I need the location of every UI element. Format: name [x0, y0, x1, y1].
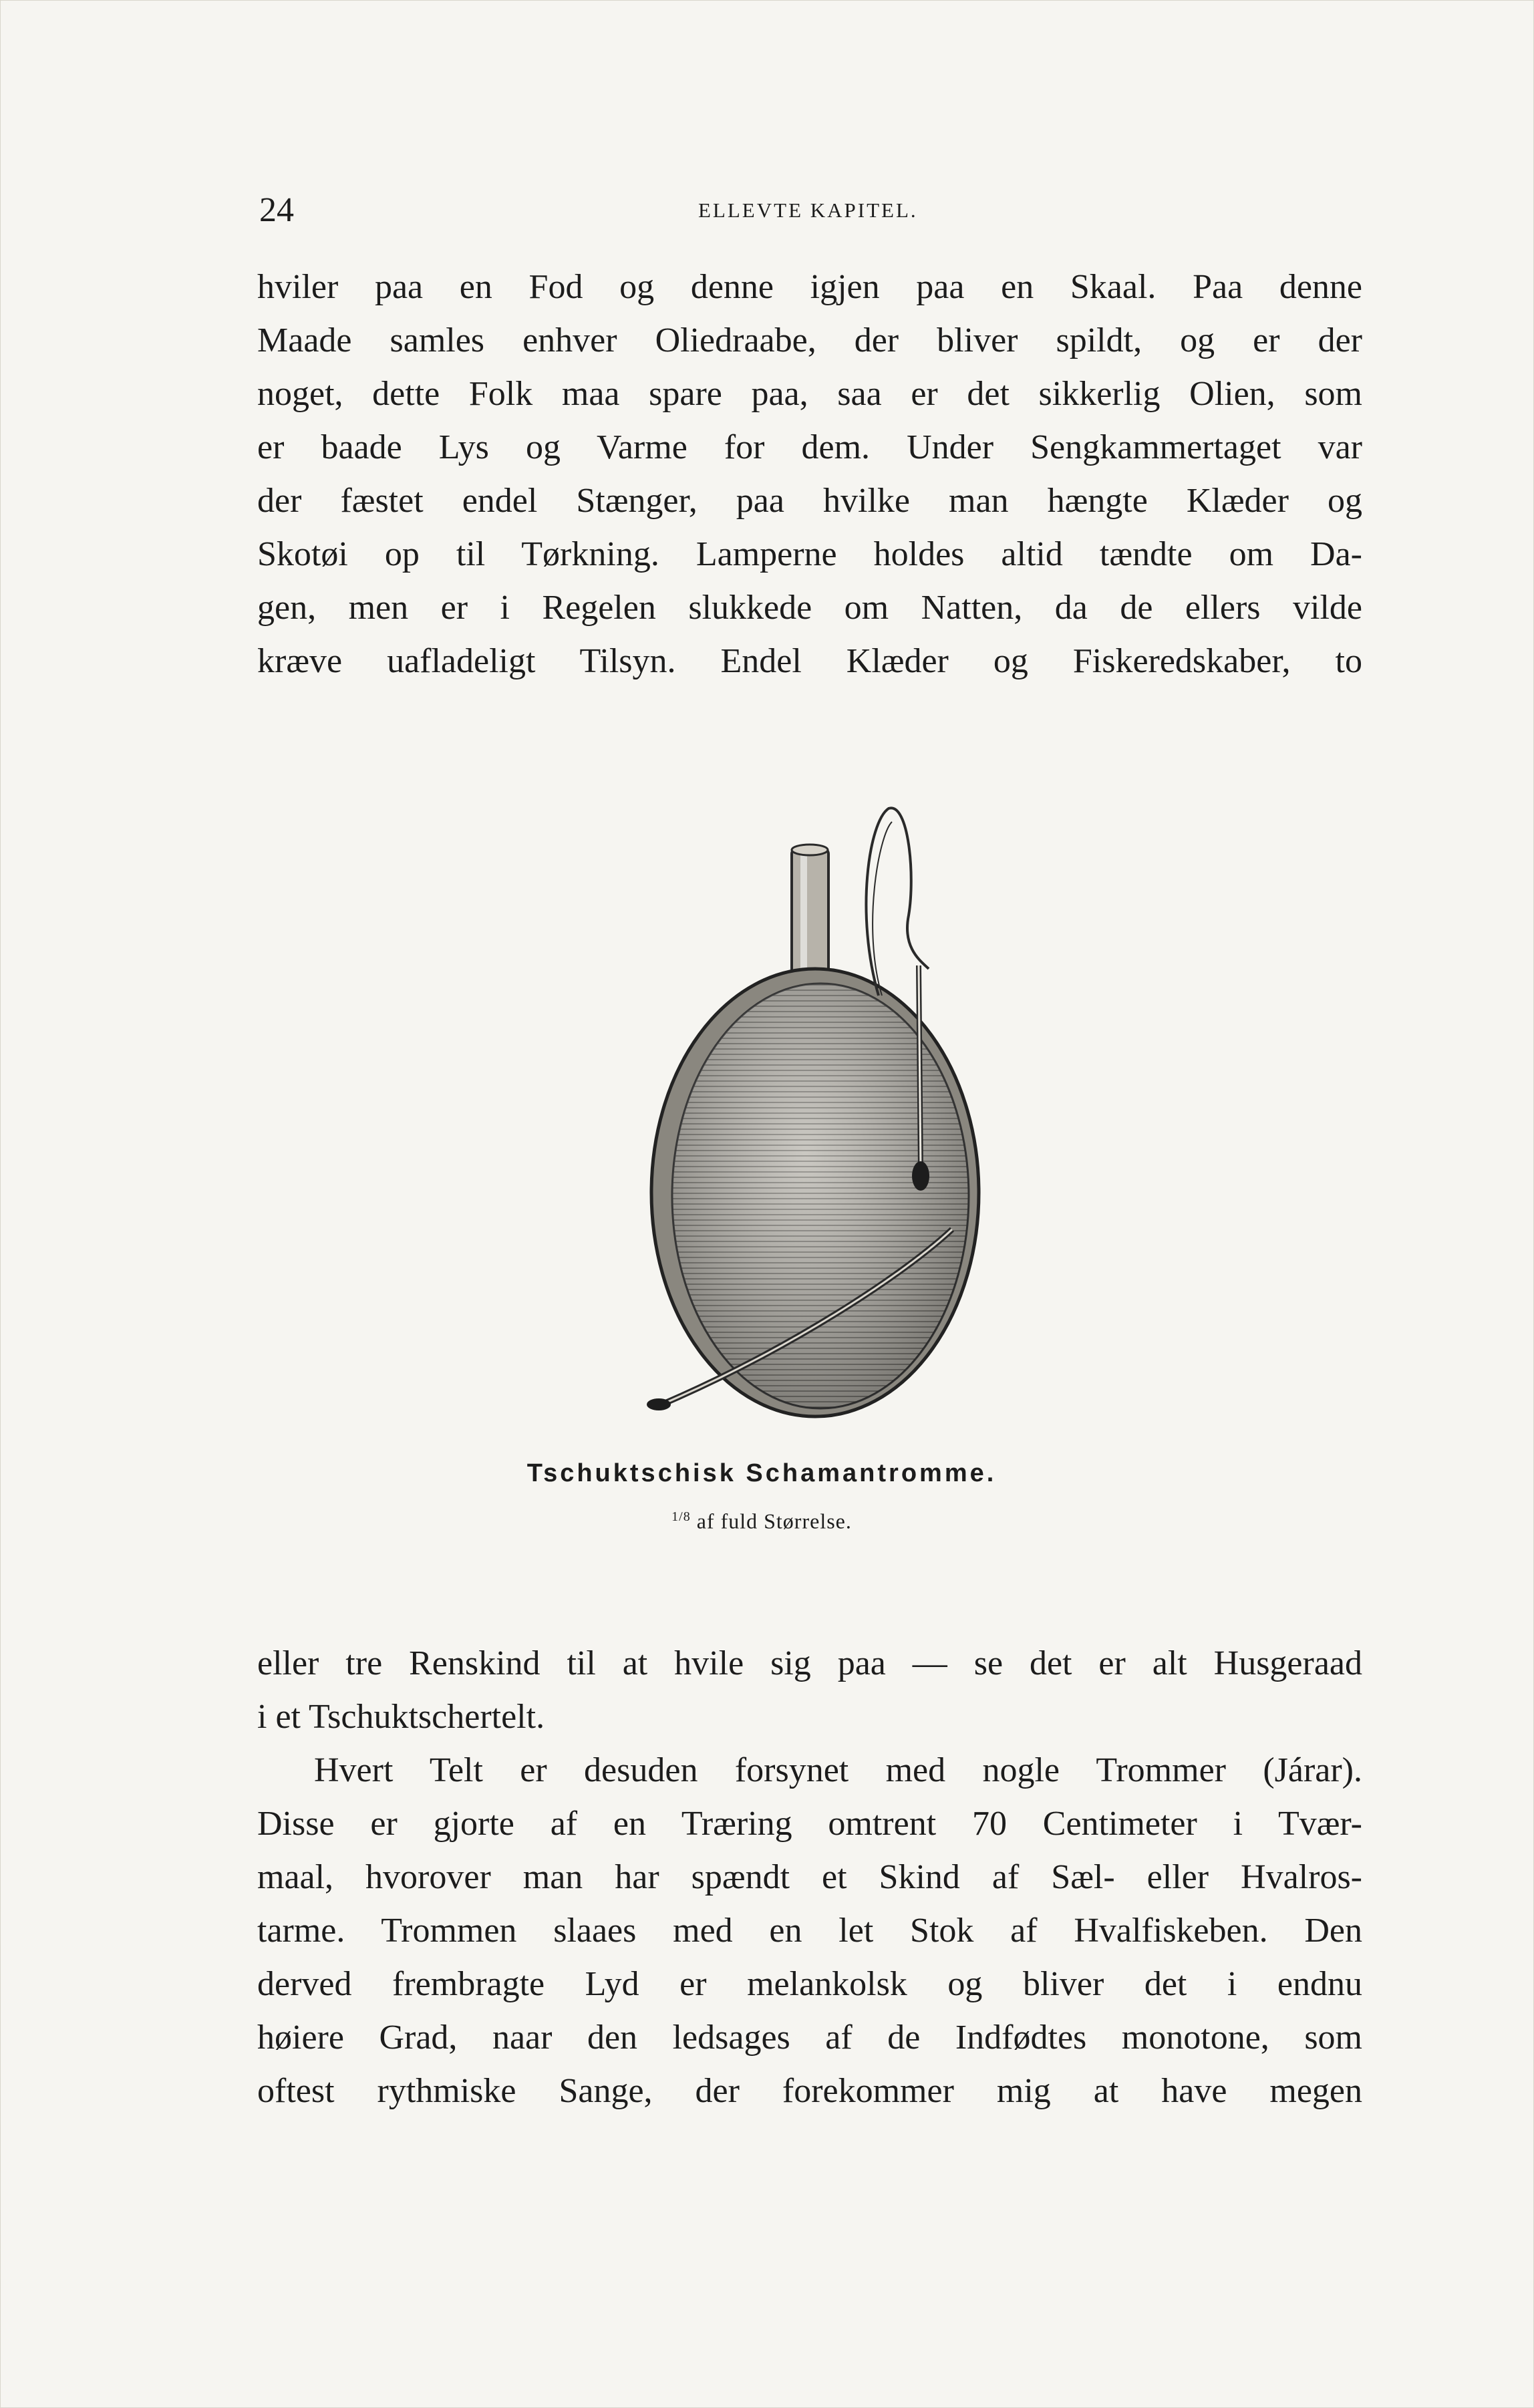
shaman-drum-icon — [615, 795, 989, 1423]
scale-text: af fuld Størrelse. — [696, 1509, 852, 1533]
page-number: 24 — [259, 191, 294, 229]
text-line: noget, dette Folk maa spare paa, saa er det sikkerlig Olien, som — [257, 375, 1362, 413]
text-line: høiere Grad, naar den ledsages af de Indfødtes monotone, som — [257, 2018, 1362, 2057]
text-line: oftest rythmiske Sange, der forekommer mig at have megen — [257, 2072, 1362, 2110]
text-line: derved frembragte Lyd er melankolsk og bliver det i endnu — [257, 1965, 1362, 2003]
text-line: Skotøi op til Tørkning. Lamperne holdes altid tændte om Da- — [257, 535, 1362, 573]
figure-caption-title: Tschuktschisk Schamantromme. — [526, 1459, 997, 1487]
scale-fraction: 1/8 — [671, 1509, 691, 1524]
text-line: kræve uafladeligt Tilsyn. Endel Klæder og Fiskeredskaber, to — [257, 642, 1362, 680]
text-line: Hvert Telt er desuden forsynet med nogle Trommer (Járar). — [314, 1751, 1362, 1789]
text-line: der fæstet endel Stænger, paa hvilke man hængte Klæder og — [257, 482, 1362, 520]
figure-caption-scale — [401, 1503, 1122, 1535]
text-line: Disse er gjorte af en Træring omtrent 70 Centimeter i Tvær- — [257, 1805, 1362, 1843]
text-line: gen, men er i Regelen slukkede om Natten, da de ellers vilde — [257, 589, 1362, 627]
text-line: eller tre Renskind til at hvile sig paa — se det er alt Husgeraad — [257, 1644, 1362, 1682]
running-head: ELLEVTE KAPITEL. — [698, 198, 918, 222]
text-line: hviler paa en Fod og denne igjen paa en Skaal. Paa denne — [257, 268, 1362, 306]
text-line: maal, hvorover man har spændt et Skind af Sæl- eller Hvalros- — [257, 1858, 1362, 1896]
text-line: er baade Lys og Varme for dem. Under Sengkammertaget var — [257, 428, 1362, 466]
text-line: i et Tschuktschertelt. — [257, 1698, 545, 1736]
shaman-drum-illustration — [615, 795, 989, 1423]
text-line: Maade samles enhver Oliedraabe, der bliver spildt, og er der — [257, 321, 1362, 359]
text-line: tarme. Trommen slaaes med en let Stok af Hvalfiskeben. Den — [257, 1912, 1362, 1950]
